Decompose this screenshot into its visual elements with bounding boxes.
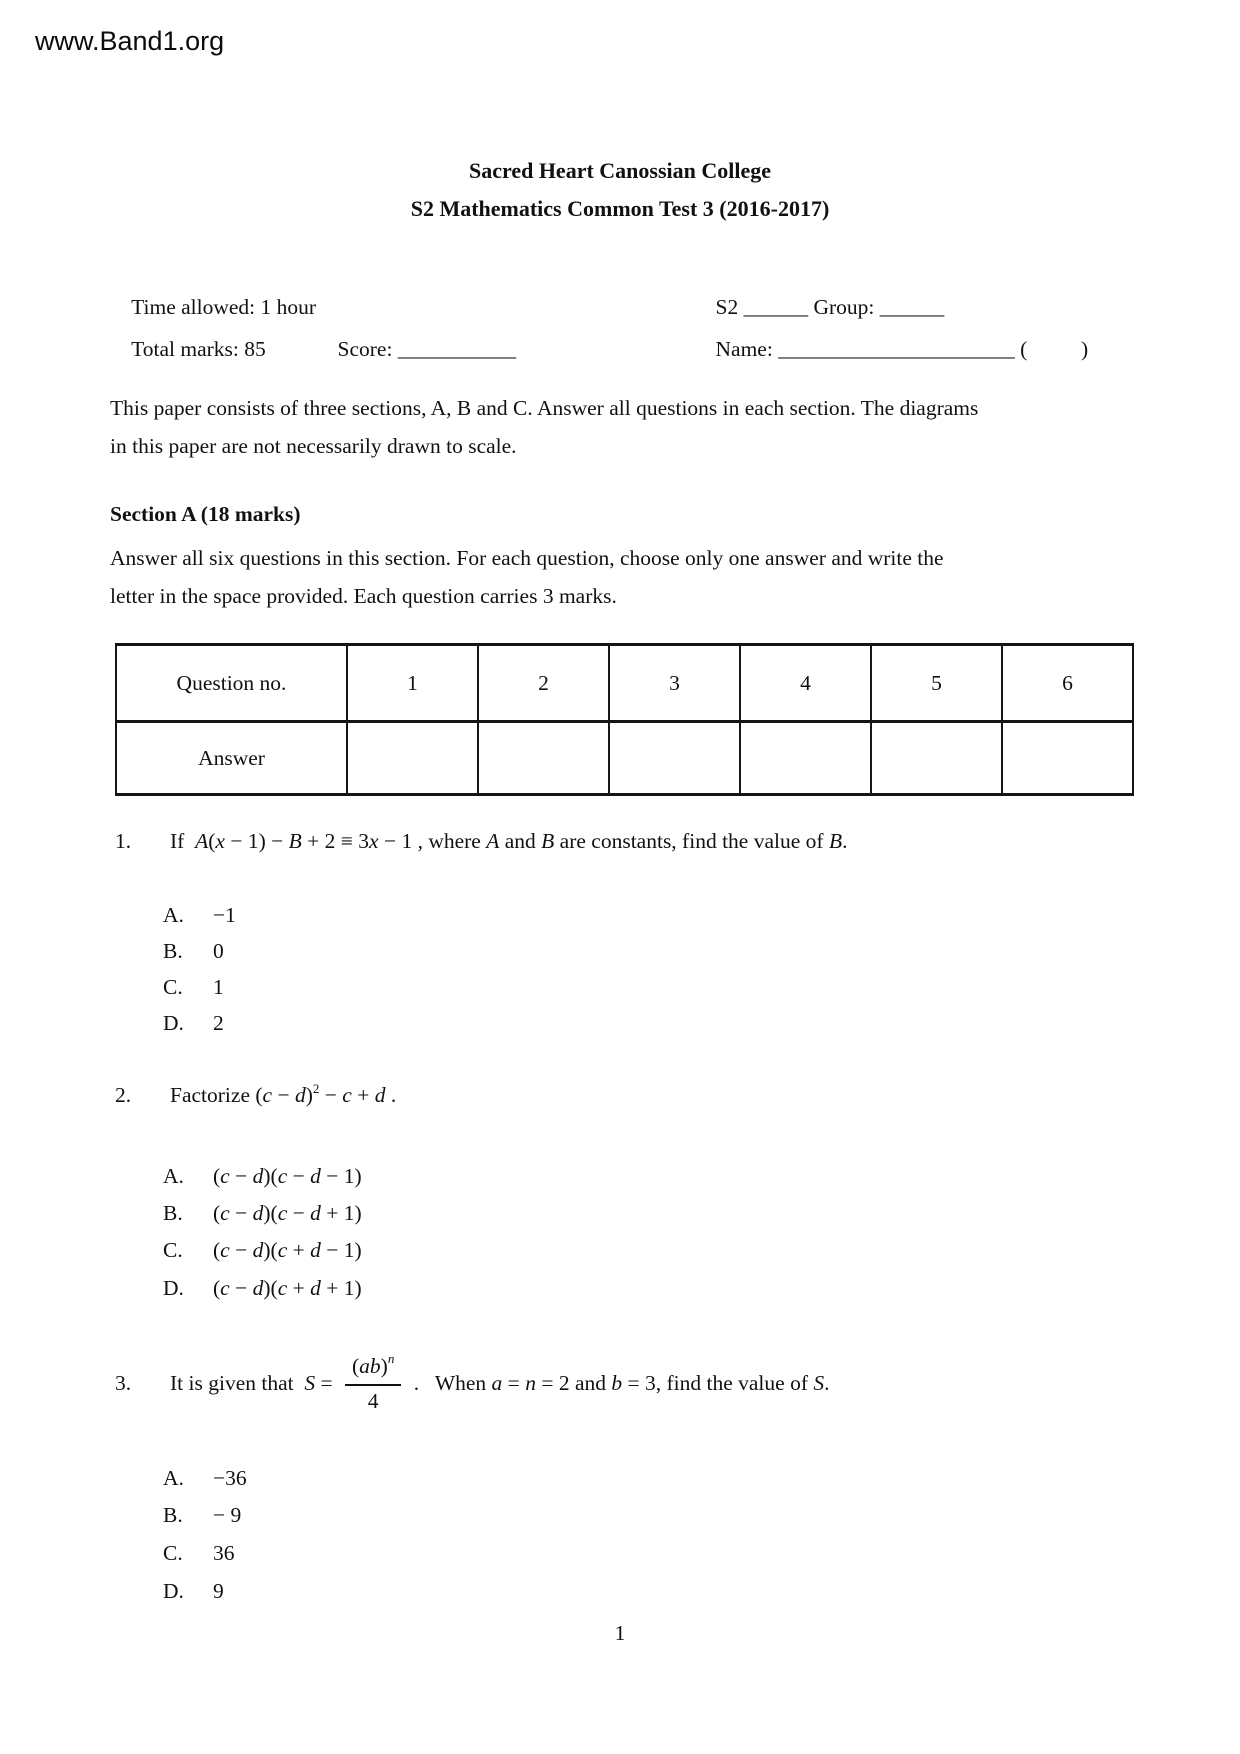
total-marks-line [110, 312, 266, 387]
option-row-q3-d [163, 1579, 224, 1604]
question-number-cell: 1 [347, 645, 478, 722]
question-number-cell: 3 [609, 645, 740, 722]
question-stem: If A(x − 1) − B + 2 ≡ 3x − 1 , where A and B are constants, find the value of B. [170, 829, 848, 853]
option-value: 1 [213, 975, 224, 999]
instruction-line-2: letter in the space provided. Each question carries 3 marks. [110, 583, 617, 608]
total-marks-label: Total marks: 85 [131, 337, 266, 361]
score-line [316, 312, 516, 387]
question-number-row [116, 645, 1133, 722]
option-value: 2 [213, 1011, 224, 1035]
option-label: C. [163, 975, 183, 999]
school-name: Sacred Heart Canossian College [468, 158, 772, 183]
fraction-denominator: 4 [367, 1389, 379, 1414]
option-value: −1 [213, 903, 236, 927]
question-stem-prefix: It is given that S = [170, 1370, 338, 1395]
test-title: S2 Mathematics Common Test 3 (2016-2017) [410, 196, 830, 221]
score-label: Score: [337, 337, 393, 361]
intro-line-2: in this paper are not necessarily drawn to scale. [110, 433, 517, 458]
time-allowed-label: Time allowed: 1 hour [131, 295, 317, 319]
fraction-numerator: (ab)$^n$ [345, 1352, 401, 1386]
group-label: Group: [813, 295, 875, 319]
answer-header-cell: Answer [116, 722, 347, 795]
answer-input-cell [478, 722, 609, 795]
option-row-q2-d [163, 1276, 362, 1301]
question-number-cell: 4 [740, 645, 871, 722]
instruction-line-1: Answer all six questions in this section. For each question, choose only one answer and write the [110, 546, 944, 570]
answer-input-cell [871, 722, 1002, 795]
answer-input-cell [740, 722, 871, 795]
option-row-q1-d [163, 1011, 224, 1036]
name-label: Name: [715, 337, 773, 361]
class-number-parens: ( ) [1020, 337, 1089, 361]
name-blank-line: ______________________ [778, 337, 1015, 361]
option-label: A. [163, 1164, 184, 1188]
option-label: D. [163, 1011, 184, 1035]
group-blank-line: ______ [879, 295, 945, 319]
answer-table [115, 643, 1134, 796]
option-label: D. [163, 1276, 184, 1300]
option-row-q2-c [163, 1238, 362, 1263]
question-number-cell: 5 [871, 645, 1002, 722]
option-value: − 9 [213, 1503, 242, 1527]
s2-blank-line: ______ [743, 295, 809, 319]
option-row-q1-c [163, 975, 224, 1000]
option-row-q2-a [163, 1164, 362, 1189]
answer-input-cell [347, 722, 478, 795]
question-2 [115, 1083, 396, 1108]
section-a-heading: Section A (18 marks) [110, 502, 301, 526]
option-row-q3-a [163, 1466, 247, 1491]
option-value: −36 [213, 1466, 247, 1490]
s2-label: S2 [715, 295, 739, 319]
option-row-q3-b [163, 1503, 241, 1528]
answer-input-cell [1002, 722, 1133, 795]
option-value: 0 [213, 939, 224, 963]
option-label: B. [163, 1201, 183, 1225]
name-line [694, 312, 1088, 387]
question-number-cell: 2 [478, 645, 609, 722]
intro-line-1: This paper consists of three sections, A, B and C. Answer all questions in each section. The diagrams [110, 396, 979, 420]
option-value: (c − d)(c − d + 1) [213, 1201, 362, 1225]
question-stem-suffix: . When a = n = 2 and b = 3, find the value of S. [408, 1370, 830, 1395]
question-number: 2. [115, 1083, 132, 1107]
question-no-header-cell: Question no. [116, 645, 347, 722]
question-stem: Factorize $(c - d)^2 - c + d$ . [170, 1081, 397, 1107]
score-blank-line: ___________ [397, 337, 517, 361]
section-a-instructions [110, 540, 1170, 615]
option-row-q2-b [163, 1201, 362, 1226]
answer-row [116, 722, 1133, 795]
option-row-q1-b [163, 939, 224, 964]
option-label: D. [163, 1579, 184, 1603]
option-label: A. [163, 1466, 184, 1490]
option-value: (c − d)(c + d − 1) [213, 1238, 362, 1262]
paper-header [0, 152, 1240, 228]
fraction [345, 1352, 401, 1414]
fraction-exponent: n [387, 1350, 395, 1366]
option-label: B. [163, 1503, 183, 1527]
question-3 [115, 1338, 829, 1428]
answer-input-cell [609, 722, 740, 795]
site-watermark: www.Band1.org [35, 26, 225, 56]
option-label: C. [163, 1541, 183, 1565]
question-number-cell: 6 [1002, 645, 1133, 722]
option-value: 9 [213, 1579, 224, 1603]
option-value: (c − d)(c + d + 1) [213, 1276, 362, 1300]
option-row-q3-c [163, 1541, 235, 1566]
option-value: 36 [213, 1541, 235, 1565]
page-number: 1 [614, 1621, 626, 1645]
option-label: A. [163, 903, 184, 927]
question-number: 1. [115, 829, 132, 853]
question-number: 3. [115, 1370, 132, 1395]
option-label: C. [163, 1238, 183, 1262]
option-label: B. [163, 939, 183, 963]
option-value: (c − d)(c − d − 1) [213, 1164, 362, 1188]
option-row-q1-a [163, 903, 236, 928]
intro-paragraph [110, 390, 1170, 465]
question-1 [115, 829, 847, 854]
